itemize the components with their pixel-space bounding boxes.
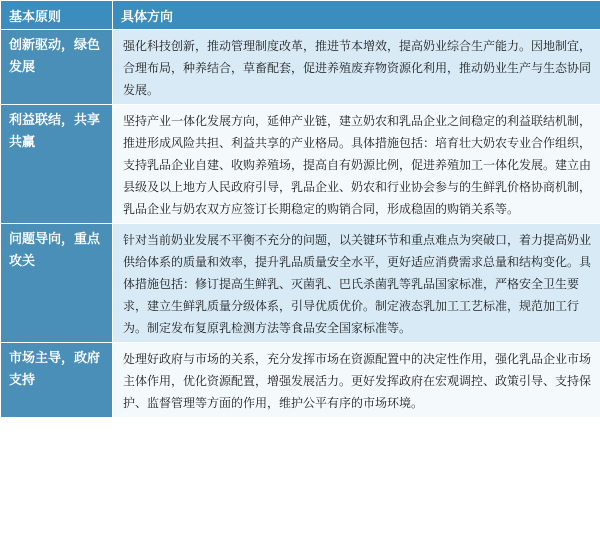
- table-row: [1, 343, 600, 418]
- header-direction: 具体方向: [113, 1, 600, 30]
- principle-cell: 创新驱动，绿色发展: [1, 30, 113, 105]
- table-row: [1, 105, 600, 224]
- direction-cell: 坚持产业一体化发展方向，延伸产业链，建立奶农和乳品企业之间稳定的利益联结机制，推进形成风险共担、利益共享的产业格局。具体措施包括：培育壮大奶农专业合作组织，支持乳品企业自建、收购养殖场，提高自有奶源比例，促进养殖加工一体化发展。建立由县级及以上地方人民政府引导，乳品企业、奶农和行业协会参与的生鲜乳价格协商机制，乳品企业与奶农双方应签订长期稳定的购销合同，形成稳固的购销关系等。: [113, 105, 600, 224]
- table-row: [1, 224, 600, 343]
- direction-cell: 针对当前奶业发展不平衡不充分的问题，以关键环节和重点难点为突破口，着力提高奶业供给体系的质量和效率，提升乳品质量安全水平，更好适应消费需求总量和结构变化。具体措施包括：修订提高生鲜乳、灭菌乳、巴氏杀菌乳等乳品国家标准，严格安全卫生要求，建立生鲜乳质量分级体系，引导优质优价。制定液态乳加工工艺标准，规范加工行为。制定发布复原乳检测方法等食品安全国家标准等。: [113, 224, 600, 343]
- principle-cell: 市场主导，政府支持: [1, 343, 113, 418]
- principle-cell: 利益联结，共享共赢: [1, 105, 113, 224]
- direction-cell: 强化科技创新，推动管理制度改革，推进节本增效，提高奶业综合生产能力。因地制宜，合理布局，种养结合，草畜配套，促进养殖废弃物资源化利用，推动奶业生产与生态协同发展。: [113, 30, 600, 105]
- principle-cell: 问题导向，重点攻关: [1, 224, 113, 343]
- table-row: [1, 30, 600, 105]
- table-header-row: [1, 1, 600, 30]
- direction-cell: 处理好政府与市场的关系，充分发挥市场在资源配置中的决定性作用，强化乳品企业市场主体作用，优化资源配置，增强发展活力。更好发挥政府在宏观调控、政策引导、支持保护、监督管理等方面的作用，维护公平有序的市场环境。: [113, 343, 600, 418]
- header-principle: 基本原则: [1, 1, 113, 30]
